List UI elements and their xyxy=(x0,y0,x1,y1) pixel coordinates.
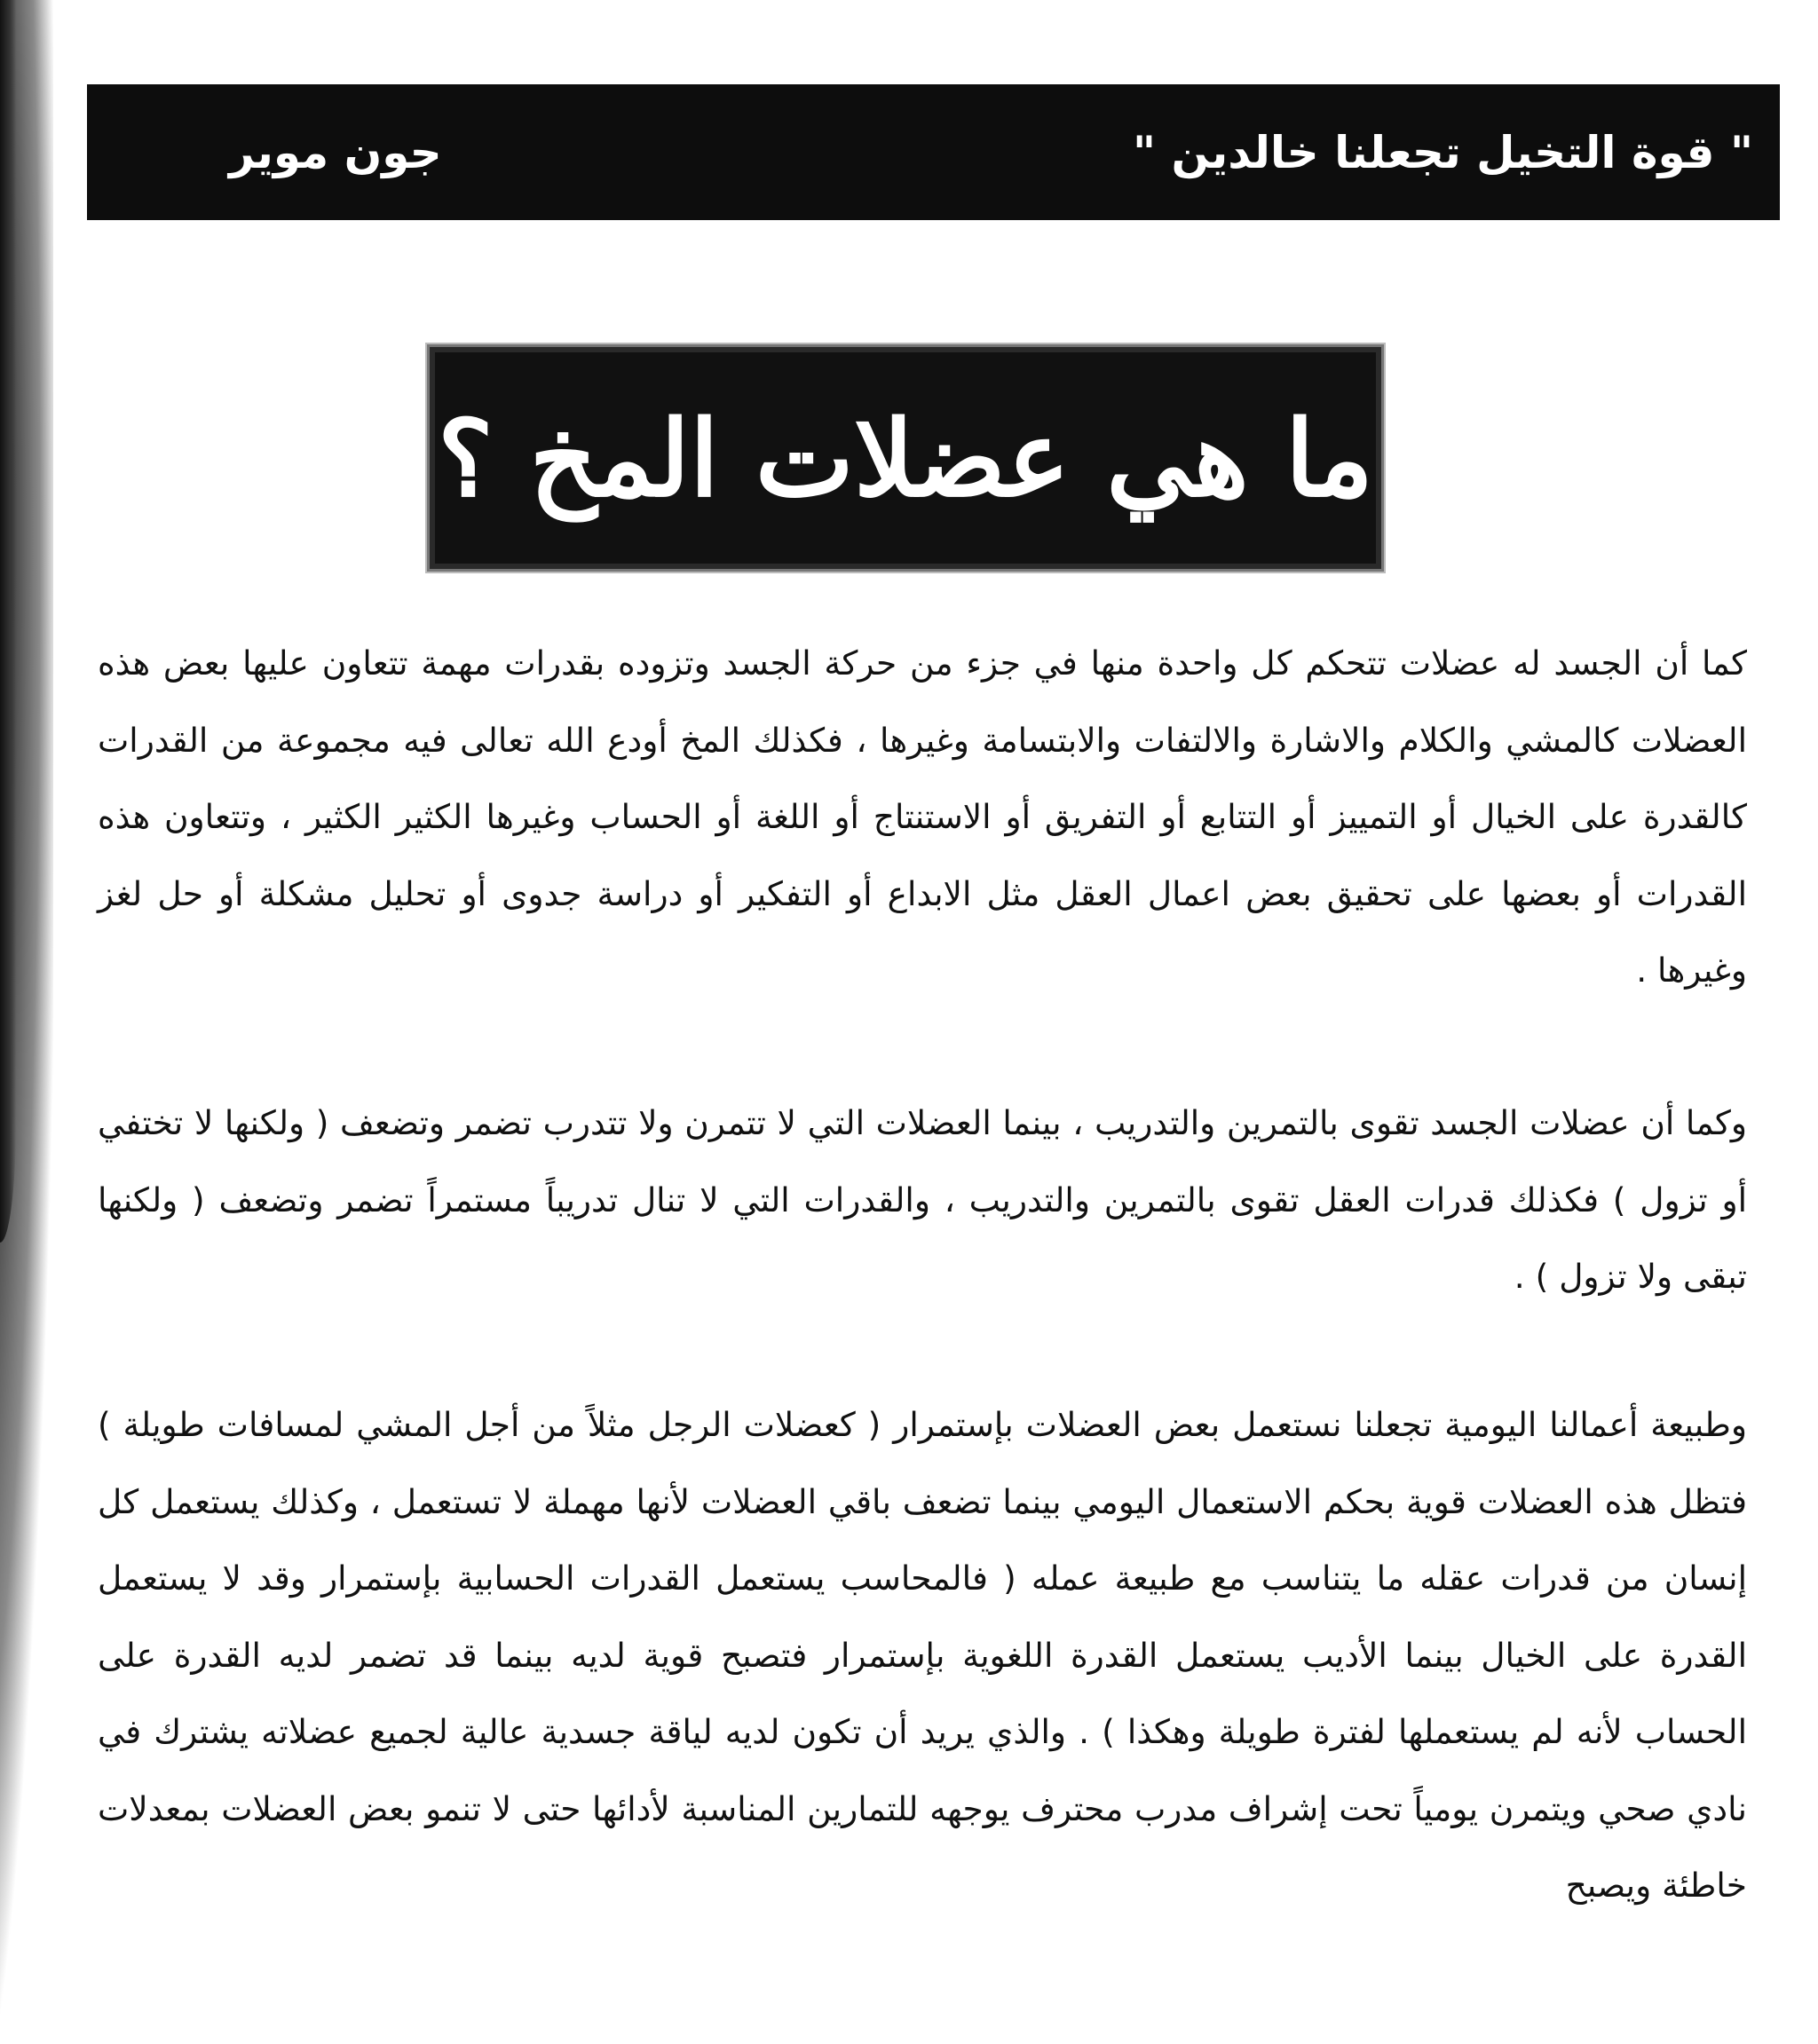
title-box xyxy=(435,352,1376,564)
paragraph-1: كما أن الجسد له عضلات تتحكم كل واحدة منها في جزء من حركة الجسد وتزوده بقدرات مهمة تتعاون عليها بعض هذه العضلات كالمشي والكلام والاشارة والالتفات والابتسامة وغيرها ، فكذلك المخ أودع الله تعالى فيه مجموعة من القدرات كالقدرة على الخيال أو التمييز أو التتابع أو التفريق أو الاستنتاج أو اللغة أو الحساب وغيرها الكثير الكثير ، وتتعاون هذه القدرات أو بعضها على تحقيق بعض اعمال العقل مثل الابداع أو التفكير أو دراسة جدوى أو تحليل مشكلة أو حل لغز وغيرها . xyxy=(98,643,1747,990)
title-frame xyxy=(428,343,1387,574)
article-title: ما هي عضلات المخ ؟ xyxy=(437,396,1374,520)
paragraph-3: وطبيعة أعمالنا اليومية تجعلنا نستعمل بعض العضلات بإستمرار ( كعضلات الرجل مثلاً من أجل المشي لمسافات طويلة ) فتظل هذه العضلات قوية بحكم الاستعمال اليومي بينما تضعف باقي العضلات لأنها مهملة لا تستعمل ، وكذلك يستعمل كل إنسان من قدرات عقله ما يتناسب مع طبيعة عمله ( فالمحاسب يستعمل القدرات الحسابية بإستمرار وقد لا يستعمل القدرة على الخيال بينما الأديب يستعمل القدرة اللغوية بإستمرار فتصبح قوية لديه بينما قد تضمر لديه القدرة على الحساب لأنه لم يستعملها لفترة طويلة وهكذا ) . والذي يريد أن تكون لديه لياقة جسدية عالية لجميع عضلاته يشترك في نادي صحي ويتمرن يومياً تحت إشراف مدرب محترف يوجهه للتمارين المناسبة لأدائها حتى لا تنمو بعض العضلات بمعدلات خاطئة ويصبح xyxy=(98,1405,1747,1905)
binding-shadow xyxy=(0,0,16,1243)
header-bar xyxy=(87,84,1780,220)
header-quote: " قوة التخيل تجعلنا خالدين " xyxy=(1133,126,1753,178)
header-author: جون موير xyxy=(229,126,442,178)
paragraph-2: وكما أن عضلات الجسد تقوى بالتمرين والتدريب ، بينما العضلات التي لا تتمرن ولا تتدرب تضمر وتضعف ( ولكنها لا تختفي أو تزول ) فكذلك قدرات العقل تقوى بالتمرين والتدريب ، والقدرات التي لا تنال تدريباً مستمراً تضمر وتضعف ( ولكنها تبقى ولا تزول ) . xyxy=(98,1103,1747,1296)
